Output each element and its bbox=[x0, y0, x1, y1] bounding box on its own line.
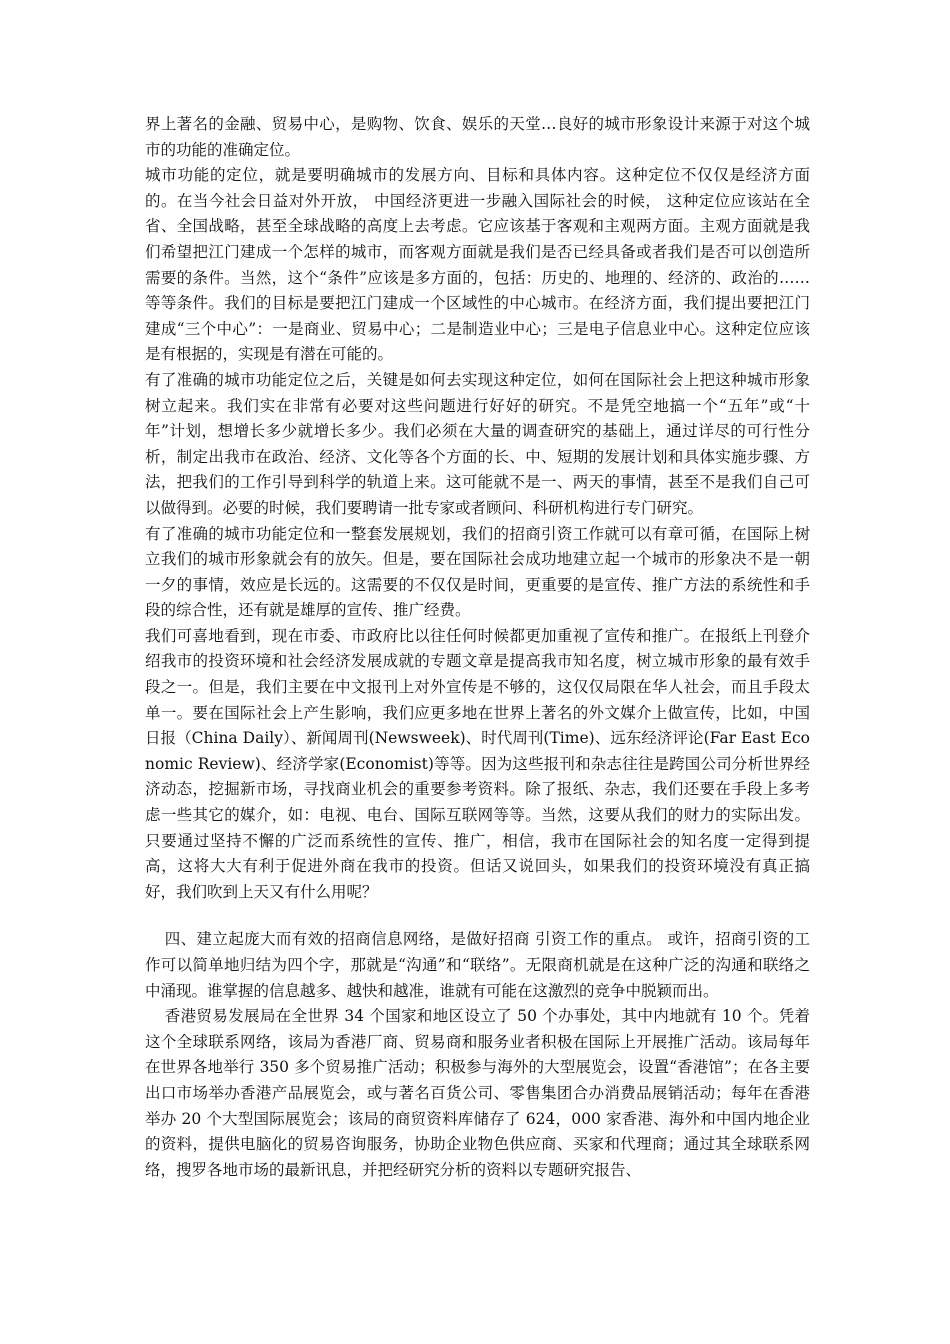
paragraph-city-image-intro: 界上著名的金融、贸易中心，是购物、饮食、娱乐的天堂…良好的城市形象设计来源于对这个城市的功能的准确定位。 bbox=[145, 115, 810, 159]
paragraph-development-planning: 有了准确的城市功能定位和一整套发展规划，我们的招商引资工作就可以有章可循，在国际上树立我们的城市形象就会有的放矢。但是，要在国际社会成功地建立起一个城市的形象决不是一朝一夕的事情，效应是长远的。这需要的不仅仅是时间，更重要的是宣传、推广方法的系统性和手段的综合性，还有就是雄厚的宣传、推广经费。 bbox=[145, 524, 810, 620]
paragraph-city-function-positioning: 城市功能的定位，就是要明确城市的发展方向、目标和具体内容。这种定位不仅仅是经济方面的。在当今社会日益对外开放， 中国经济更进一步融入国际社会的时候， 这种定位应该站在全省、全国战略，甚至全球战略的高度上去考虑。它应该基于客观和主观两方面。主观方面就是我们希望把江门建成一个怎样的城市，而客观方面就是我们是否已经具备或者我们是否可以创造所需要的条件。当然，这个“条件”应该是多方面的，包括：历史的、地理的、经济的、政治的……等等条件。我们的目标是要把江门建成一个区域性的中心城市。在经济方面，我们提出要把江门建成“三个中心”：一是商业、贸易中心；二是制造业中心；三是电子信息业中心。这种定位应该是有根据的，实现是有潜在可能的。 bbox=[145, 166, 810, 364]
paragraph-implementing-positioning: 有了准确的城市功能定位之后，关键是如何去实现这种定位，如何在国际社会上把这种城市形象树立起来。我们实在非常有必要对这些问题进行好好的研究。不是凭空地搞一个“五年”或“十年”计划，想增长多少就增长多少。我们必须在大量的调查研究的基础上，通过详尽的可行性分析，制定出我市在政治、经济、文化等各个方面的长、中、短期的发展计划和具体实施步骤、方法，把我们的工作引导到科学的轨道上来。这可能就不是一、两天的事情，甚至不是我们自己可以做得到。必要的时候，我们要聘请一批专家或者顾问、科研机构进行专门研究。 bbox=[145, 370, 810, 517]
paragraph-section-four-heading: 四、建立起庞大而有效的招商信息网络，是做好招商 引资工作的重点。 或许，招商引资的工作可以简单地归结为四个字，那就是“沟通”和“联络”。无限商机就是在这种广泛的沟通和联络之中涌现。谁掌握的信息越多、越快和越准，谁就有可能在这激烈的竞争中脱颖而出。 bbox=[145, 930, 810, 1000]
paragraph-hktdc-example: 香港贸易发展局在全世界 34 个国家和地区设立了 50 个办事处，其中内地就有 10 个。凭着这个全球联系网络，该局为香港厂商、贸易商和服务业者积极在国际上开展推广活动。该局每年在世界各地举行 350 多个贸易推广活动；积极参与海外的大型展览会，设置“香港馆”；在各主要出口市场举办香港产品展览会，或与著名百货公司、零售集团合办消费品展销活动；每年在香港举办 20 个大型国际展览会；该局的商贸资料库储存了 624，000 家香港、海外和中国内地企业的资料，提供电脑化的贸易咨询服务，协助企业物色供应商、买家和代理商；通过其全球联系网络，搜罗各地市场的最新讯息，并把经研究分析的资料以专题研究报告、 bbox=[145, 1007, 810, 1179]
paragraph-spacer bbox=[145, 905, 810, 927]
paragraph-publicity-promotion: 我们可喜地看到，现在市委、市政府比以往任何时候都更加重视了宣传和推广。在报纸上刊登介绍我市的投资环境和社会经济发展成就的专题文章是提高我市知名度，树立城市形象的最有效手段之一。但是，我们主要在中文报刊上对外宣传是不够的，这仅仅局限在华人社会，而且手段太单一。要在国际社会上产生影响，我们应更多地在世界上著名的外文媒介上做宣传，比如，中国日报（China Daily）、新闻周刊(Newsweek)、时代周刊(Time)、远东经济评论(Far East Economic Review)、经济学家(Economist)等等。因为这些报刊和杂志往往是跨国公司分析世界经济动态，挖掘新市场，寻找商业机会的重要参考资料。除了报纸、杂志，我们还要在手段上多考虑一些其它的媒介，如：电视、电台、国际互联网等等。当然，这要从我们的财力的实际出发。只要通过坚持不懈的广泛而系统性的宣传、推广，相信，我市在国际社会的知名度一定得到提高，这将大大有利于促进外商在我市的投资。但话又说回头，如果我们的投资环境没有真正搞好，我们吹到上天又有什么用呢？ bbox=[145, 626, 810, 901]
document-body bbox=[145, 112, 810, 1183]
